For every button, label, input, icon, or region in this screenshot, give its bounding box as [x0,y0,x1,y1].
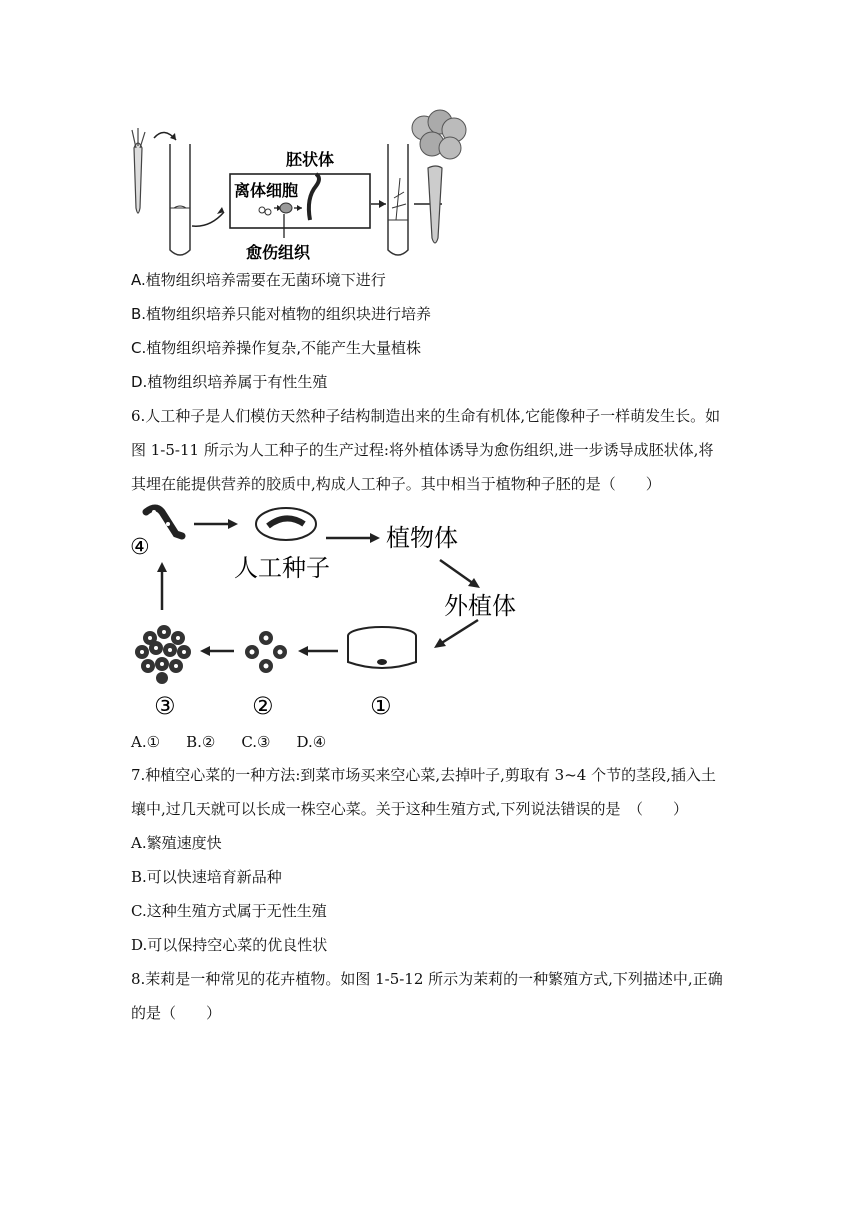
q7-text-line: 壤中,过几天就可以长成一株空心菜。关于这种生殖方式,下列说法错误的是 （ ） [131,800,689,818]
q7-option-a: A.繁殖速度快 [131,834,222,852]
explant-label: 外植体 [444,592,516,620]
test-tube-icon [170,144,190,255]
plant-label: 植物体 [386,524,458,552]
q8-text-line: 的是（ ） [131,1004,222,1022]
test-tube-icon [388,144,408,255]
label-1: ① [370,692,392,720]
q6-option-d: D.④ [296,733,327,751]
callus-label: 愈伤组织 [246,243,311,262]
q5-option-b: B.植物组织培养只能对植物的组织块进行培养 [131,305,432,323]
embryoid-label: 胚状体 [286,150,335,169]
q7-text-line: 7.种植空心菜的一种方法:到菜市场买来空心菜,去掉叶子,剪取有 3~4 个节的茎段,插入土 [131,766,716,784]
artificial-seed-figure [126,498,536,724]
callus-cluster-icon [135,625,191,684]
q7-option-c: C.这种生殖方式属于无性生殖 [131,902,327,920]
carrot-plant-icon [412,110,466,243]
carrot-icon [132,128,145,213]
isolated-cell-label: 离体细胞 [234,181,299,200]
label-2: ② [252,692,274,720]
q6-options [131,732,352,752]
tissue-culture-figure [124,108,469,268]
q7-option-d: D.可以保持空心菜的优良性状 [131,936,328,954]
label-3: ③ [154,692,176,720]
cells-icon [245,631,287,673]
q6-option-c: C.③ [241,733,271,751]
artificial-seed-label: 人工种子 [234,554,330,582]
q6-option-b: B.② [186,733,216,751]
petri-dish-icon [348,627,416,668]
artificial-seed-icon [256,508,316,540]
q5-option-c: C.植物组织培养操作复杂,不能产生大量植株 [131,339,422,357]
q8-text-line: 8.茉莉是一种常见的花卉植物。如图 1-5-12 所示为茉莉的一种繁殖方式,下列描述中,正确 [131,970,723,988]
q6-option-a: A.① [131,733,161,751]
q7-option-b: B.可以快速培育新品种 [131,868,282,886]
q5-option-a: A.植物组织培养需要在无菌环境下进行 [131,271,386,289]
q6-text-line: 图 1-5-11 所示为人工种子的生产过程:将外植体诱导为愈伤组织,进一步诱导成胚状体,将 [131,441,714,459]
q6-text-line: 6.人工种子是人们模仿天然种子结构制造出来的生命有机体,它能像种子一样萌发生长。如 [131,407,721,425]
q5-option-d: D.植物组织培养属于有性生殖 [131,373,328,391]
q6-text-line: 其埋在能提供营养的胶质中,构成人工种子。其中相当于植物种子胚的是（ ） [131,475,661,493]
label-4: ④ [130,535,150,560]
